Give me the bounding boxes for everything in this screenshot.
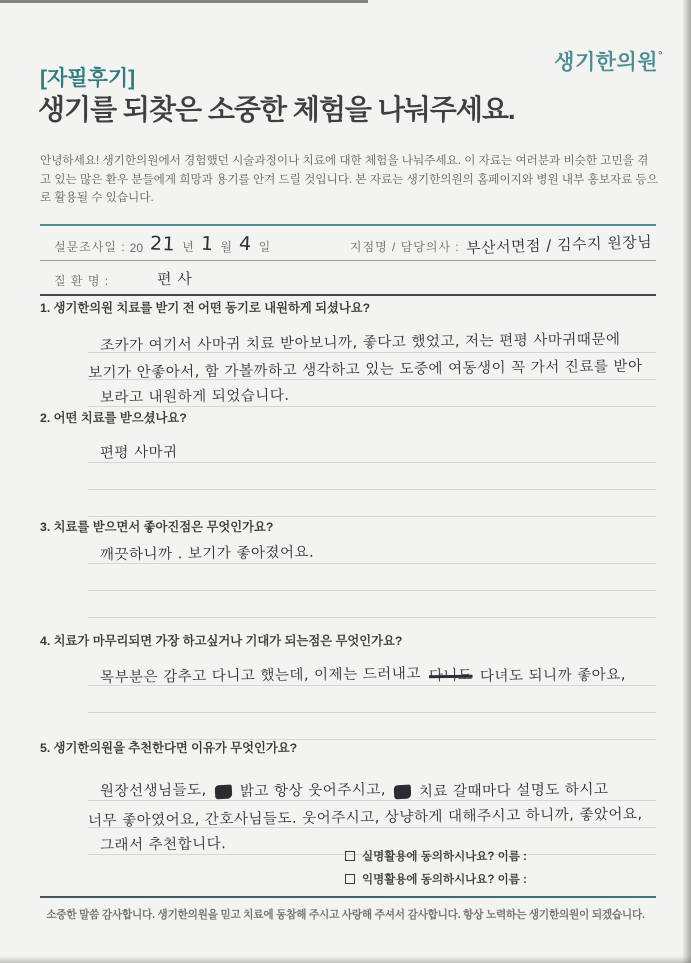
handwritten-answer: 조카가 여기서 사마귀 치료 받아보니까, 좋다고 했었고, 저는 편평 사마귀때문에 (99, 331, 621, 355)
disease-name-handwritten: 편 사 (157, 269, 193, 289)
intro-text: 안녕하세요! 생기한의원에서 경험했던 시술과정이나 치료에 대한 체험을 나눠주세요. 이 자료는 여러분과 비슷한 고민을 겪고 있는 많은 환우 분들에게 희망과 용기를 안겨 드릴 것입니다. 본 자료는 생기한의원의 홈페이지와 병원 내부 홍보자료 등으로 활용될 수 있습니다. (40, 154, 658, 205)
handwritten-answer: 보기가 안좋아서, 함 가볼까하고 생각하고 있는 도중에 여동생이 꼭 가서 진료를 받아 (87, 358, 643, 382)
clinic-logo-degree-mark: ° (658, 50, 663, 62)
consent-section (345, 848, 527, 894)
answer-line (88, 591, 656, 618)
answer-line (88, 436, 656, 463)
question-4-label: 4. 치료가 마무리되면 가장 하고싶거나 기대가 되는점은 무엇인가요? (40, 634, 403, 648)
survey-date-day-suffix: 일 (258, 240, 271, 254)
survey-date-year-suffix: 년 (182, 240, 194, 254)
handwritten-answer: 목부분은 감추고 다니고 했는데, 이제는 드러내고 (99, 665, 421, 686)
survey-info-box (40, 224, 656, 296)
answer-line (88, 380, 656, 407)
answer-line (88, 686, 656, 713)
survey-date-century: 20 (129, 241, 143, 255)
branch-doctor-handwritten: 부산서면점 / 김수지 원장님 (465, 232, 653, 258)
handwritten-answer: 밝고 항상 웃어주시고, (239, 781, 386, 800)
question-2-label: 2. 어떤 치료를 받으셨나요? (40, 411, 187, 425)
question-5-label: 5. 생기한의원을 추천한다면 이유가 무엇인가요? (40, 741, 298, 755)
question-3-answers (88, 537, 656, 618)
ink-scribble (214, 785, 232, 800)
question-3-label: 3. 치료를 받으면서 좋아진점은 무엇인가요? (40, 520, 274, 534)
question-2 (40, 408, 656, 517)
anonymous-consent-checkbox (345, 874, 355, 884)
anonymous-consent-row (345, 871, 527, 887)
branch-doctor-label: 지점명 / 담당의사 : (349, 240, 460, 254)
clinic-logo (554, 46, 663, 76)
answer-line (88, 353, 656, 380)
handwritten-answer: 원장선생님들도, (99, 782, 207, 800)
handwritten-answer: 치료 갈때마다 설명도 하시고 (418, 781, 609, 801)
answer-line (88, 774, 656, 801)
question-1-answers (88, 326, 656, 407)
question-1-label: 1. 생기한의원 치료를 받기 전 어떤 동기로 내원하게 되셨나요? (40, 301, 371, 315)
scan-artifact-bottom-edge (0, 956, 691, 963)
answer-line (88, 490, 656, 517)
scan-artifact-right-edge (682, 0, 691, 963)
question-4 (40, 631, 656, 740)
survey-date-year-handwritten: 21 (149, 232, 176, 256)
clinic-logo-text: 생기한의원 (554, 51, 659, 74)
footer-thanks-text: 소중한 말씀 감사합니다. 생기한의원을 믿고 치료에 동참해 주시고 사랑해 주셔서 감사합니다. 항상 노력하는 생기한의원이 되겠습니다. (46, 909, 645, 921)
disease-name-label: 질 환 명 : (54, 274, 110, 288)
survey-date-month-handwritten: 1 (200, 232, 214, 256)
question-2-answers (88, 436, 656, 517)
realname-consent-checkbox (345, 851, 355, 861)
survey-date-month-suffix: 월 (220, 240, 232, 254)
answer-line (88, 326, 656, 353)
survey-info-row-date (40, 226, 656, 261)
handwritten-review-tag: [자필후기] (40, 67, 136, 90)
anonymous-consent-label: 익명활용에 동의하시나요? 이름 : (362, 874, 527, 886)
handwritten-answer: 다녀도 되니까 좋아요, (480, 666, 627, 685)
page-title: 생기를 되찾은 소중한 체험을 나눠주세요. (38, 94, 515, 125)
ink-scribble (393, 785, 411, 800)
question-3 (40, 517, 656, 618)
survey-date-label: 설문조사일 : (54, 240, 126, 254)
survey-date-day-handwritten: 4 (238, 232, 253, 256)
handwritten-answer: 그래서 추천합니다. (99, 836, 227, 854)
scan-artifact-top (0, 0, 368, 3)
answer-line (88, 564, 656, 591)
handwritten-answer: 너무 좋아였어요, 간호사님들도. 웃어주시고, 상냥하게 대해주시고 하니까, 좋았어요, (87, 806, 643, 830)
handwritten-answer: 깨끗하니까 . 보기가 좋아졌어요. (99, 544, 315, 564)
survey-info-row-disease (40, 261, 656, 294)
answer-line (88, 713, 656, 740)
handwritten-answer: 보라고 내원하게 되었습니다. (99, 387, 290, 407)
question-5-answers (88, 774, 656, 855)
answer-line (88, 801, 656, 828)
answer-line (88, 463, 656, 490)
answer-line (88, 659, 656, 686)
question-4-answers (88, 659, 656, 740)
question-5 (40, 738, 656, 855)
handwritten-crossed-out-word: 다니도 (428, 667, 473, 685)
question-1 (40, 298, 656, 407)
footer-divider (40, 896, 656, 898)
handwritten-answer: 편평 사마귀 (99, 444, 178, 462)
branch-doctor-group (349, 232, 653, 258)
answer-line (88, 537, 656, 564)
realname-consent-label: 실명활용에 동의하시나요? 이름 : (362, 851, 527, 863)
realname-consent-row (345, 848, 527, 864)
